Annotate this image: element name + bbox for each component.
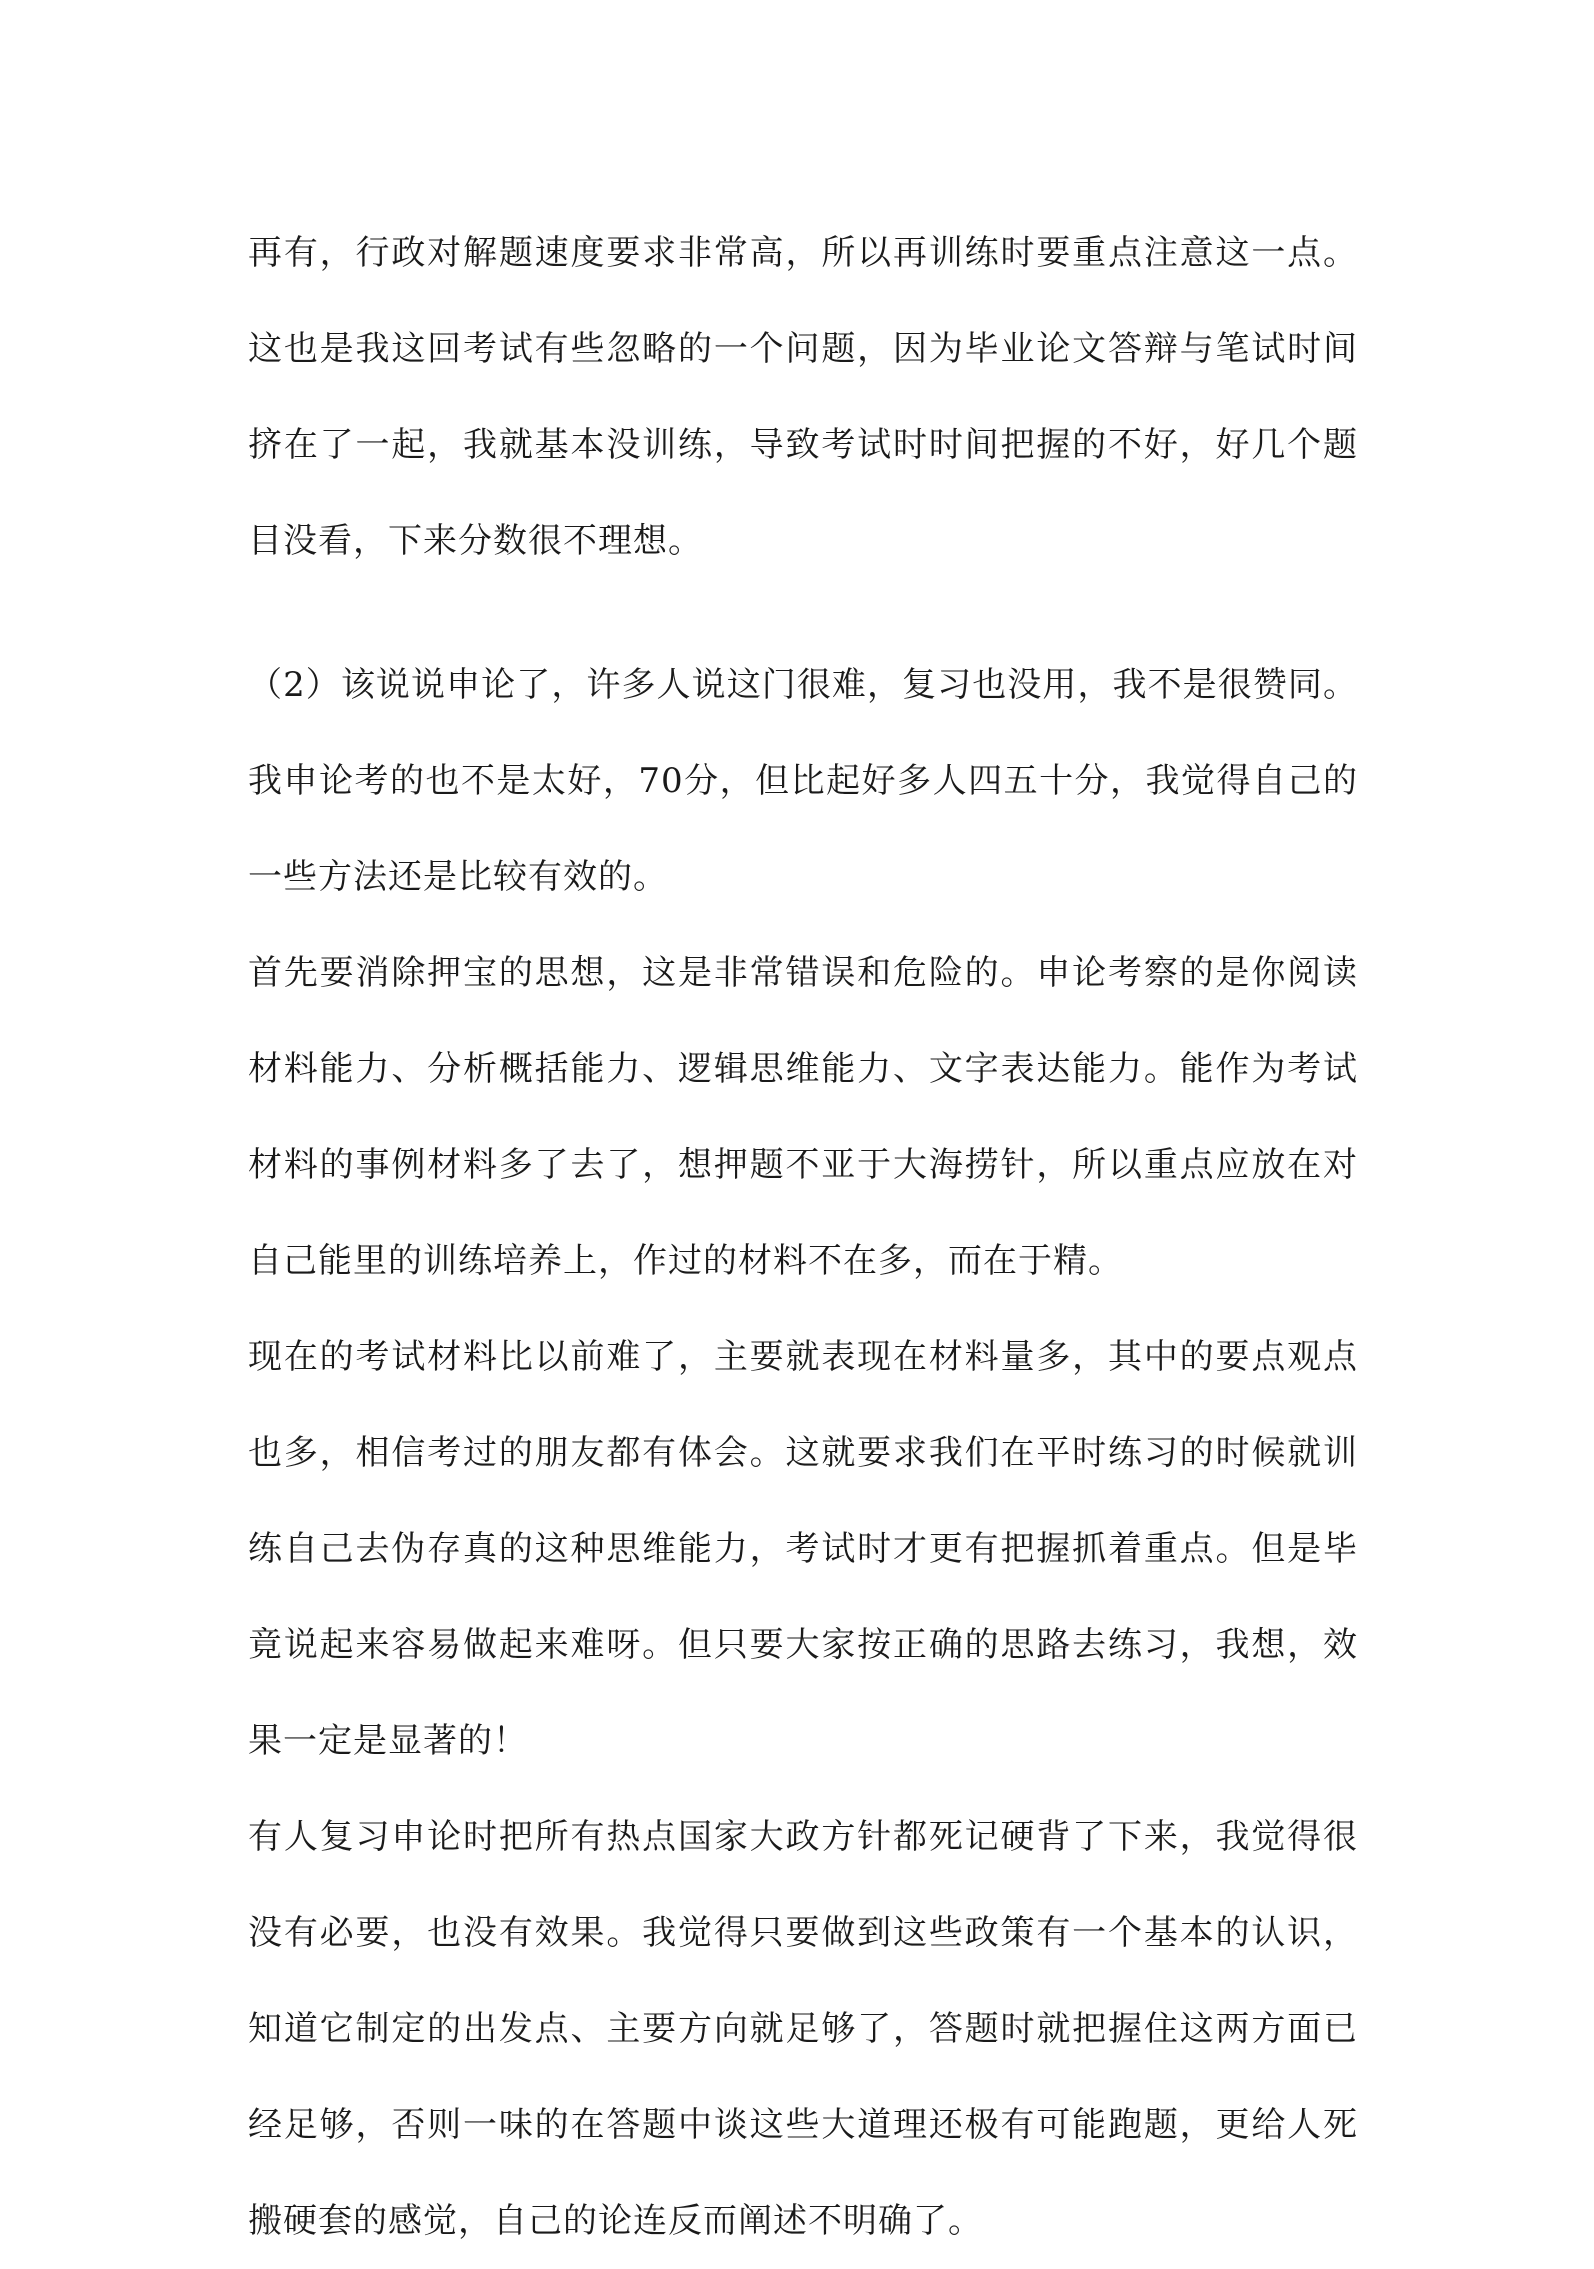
paragraph-speed-training: 再有，行政对解题速度要求非常高，所以再训练时要重点注意这一点。这也是我这回考试有些忽略的一个问题，因为毕业论文答辩与笔试时间挤在了一起，我就基本没训练，导致考试时时间把握的不好，好几个题目没看，下来分数很不理想。 <box>248 233 1358 561</box>
paragraph-shenlun-intro: （2）该说说申论了，许多人说这门很难，复习也没用，我不是很赞同。我申论考的也不是太好，70分，但比起好多人四五十分，我觉得自己的一些方法还是比较有效的。 <box>248 665 1358 897</box>
paragraph-no-guessing: 首先要消除押宝的思想，这是非常错误和危险的。申论考察的是你阅读材料能力、分析概括能力、逻辑思维能力、文字表达能力。能作为考试材料的事例材料多了去了，想押题不亚于大海捞针，所以重点应放在对自己能里的训练培养上，作过的材料不在多，而在于精。 <box>248 953 1358 1281</box>
paragraph-material-difficulty: 现在的考试材料比以前难了，主要就表现在材料量多，其中的要点观点也多，相信考过的朋友都有体会。这就要求我们在平时练习的时候就训练自己去伪存真的这种思维能力，考试时才更有把握抓着重点。但是毕竟说起来容易做起来难呀。但只要大家按正确的思路去练习，我想，效果一定是显著的！ <box>248 1337 1358 1761</box>
document-body <box>248 205 1358 2269</box>
paragraph-policy-memorization: 有人复习申论时把所有热点国家大政方针都死记硬背了下来，我觉得很没有必要，也没有效果。我觉得只要做到这些政策有一个基本的认识，知道它制定的出发点、主要方向就足够了，答题时就把握住这两方面已经足够，否则一味的在答题中谈这些大道理还极有可能跑题，更给人死搬硬套的感觉，自己的论连反而阐述不明确了。 <box>248 1817 1358 2241</box>
